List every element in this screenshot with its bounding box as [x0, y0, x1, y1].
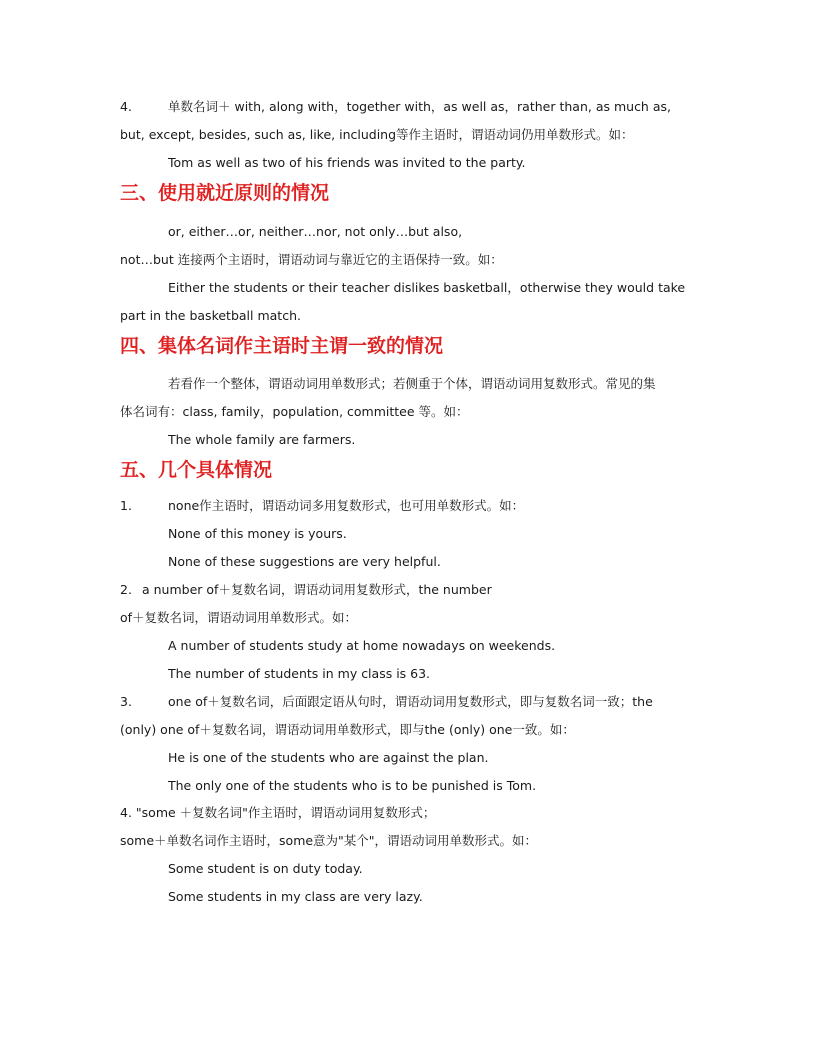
section-3-line-2: not…but 连接两个主语时，谓语动词与靠近它的主语保持一致。如：: [120, 252, 503, 267]
section-4-line-2: 体名词有：class, family，population, committee 等。如：: [120, 404, 469, 419]
section-3-example-1: Either the students or their teacher dislikes basketball，otherwise they would take: [168, 280, 686, 295]
item-4-line-2: but, except, besides, such as, like, including等作主语时，谓语动词仍用单数形式。如：: [120, 127, 634, 142]
section-5-item-1-example-2: None of these suggestions are very helpful.: [168, 554, 441, 569]
item-text: a number of＋复数名词，谓语动词用复数形式，the number: [142, 582, 492, 597]
section-5-item-4-example-2: Some students in my class are very lazy.: [168, 889, 423, 904]
item-number: 4.: [120, 805, 132, 820]
section-3-line-1: or, either…or, neither…nor, not only…but also,: [168, 224, 463, 239]
item-text: 单数名词＋ with, along with，together with，as well as，rather than, as much as,: [168, 99, 671, 114]
section-4-heading: 四、集体名词作主语时主谓一致的情况: [120, 335, 444, 357]
item-number: 4.: [120, 99, 132, 114]
item-4-example: Tom as well as two of his friends was invited to the party.: [168, 155, 526, 170]
item-text: one of＋复数名词，后面跟定语从句时，谓语动词用复数形式，即与复数名词一致；the: [168, 694, 653, 709]
section-5-item-2-example-2: The number of students in my class is 63.: [168, 666, 431, 681]
section-5-item-3-example-1: He is one of the students who are against the plan.: [168, 750, 489, 765]
item-number: 3.: [120, 694, 132, 709]
section-3-heading: 三、使用就近原则的情况: [120, 182, 330, 204]
item-text: "some ＋复数名词"作主语时，谓语动词用复数形式；: [135, 805, 436, 820]
item-number: 1.: [120, 498, 132, 513]
section-3-example-2: part in the basketball match.: [120, 308, 301, 323]
section-5-item-3-line-1: [120, 694, 653, 710]
section-5-item-2-line-2: of＋复数名词，谓语动词用单数形式。如：: [120, 610, 358, 625]
section-5-item-2-example-1: A number of students study at home nowadays on weekends.: [168, 638, 556, 653]
section-5-heading: 五、几个具体情况: [120, 459, 273, 481]
section-4-line-1: 若看作一个整体，谓语动词用单数形式；若侧重于个体，谓语动词用复数形式。常见的集: [168, 376, 656, 391]
item-number: 2.: [120, 582, 132, 597]
section-5-item-3-example-2: The only one of the students who is to be punished is Tom.: [168, 778, 537, 793]
section-4-example: The whole family are farmers.: [168, 432, 356, 447]
item-text: none作主语时，谓语动词多用复数形式，也可用单数形式。如：: [168, 498, 525, 513]
section-5-item-1-example-1: None of this money is yours.: [168, 526, 347, 541]
section-5-item-3-line-2: (only) one of＋复数名词，谓语动词用单数形式，即与the (only) one一致。如：: [120, 722, 575, 737]
section-5-item-4-example-1: Some student is on duty today.: [168, 861, 363, 876]
item-4-line-1: [120, 99, 671, 115]
section-5-item-2-line-1: [120, 582, 492, 598]
section-5-item-1-line-1: [120, 498, 524, 514]
section-5-item-4-line-2: some＋单数名词作主语时，some意为"某个"，谓语动词用单数形式。如：: [120, 833, 538, 848]
section-5-item-4-line-1: [120, 805, 435, 821]
